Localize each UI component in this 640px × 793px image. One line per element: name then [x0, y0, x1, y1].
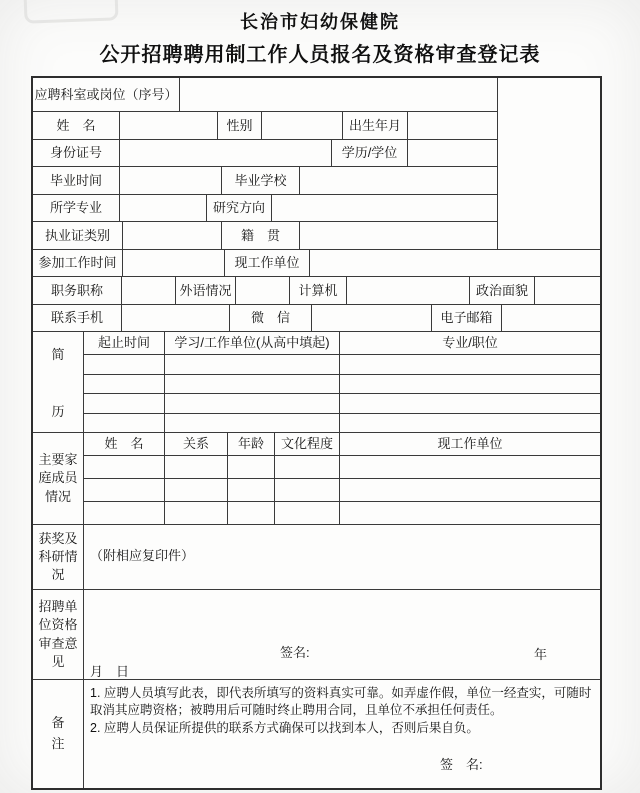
field-label-work-start-date: 参加工作时间	[33, 250, 123, 276]
resume-cell	[165, 375, 340, 394]
family-empty-row	[84, 456, 600, 479]
review-month-day-label: 月 日	[90, 664, 130, 679]
awards-note: （附相应复印件）	[90, 548, 195, 563]
field-label-research-direction: 研究方向	[207, 195, 272, 221]
family-empty-row	[84, 502, 600, 524]
field-value-education-degree	[408, 140, 497, 166]
family-cell	[275, 479, 340, 501]
family-cell	[340, 502, 600, 524]
field-value-email	[502, 305, 600, 331]
remarks-item-2: 2. 应聘人员保证所提供的联系方式确保可以找到本人，否则后果自负。	[90, 720, 479, 735]
form-title: 公开招聘聘用制工作人员报名及资格审查登记表	[99, 44, 541, 66]
family-side-label	[33, 433, 84, 524]
field-label-graduation-date: 毕业时间	[33, 167, 120, 194]
family-cell	[165, 479, 228, 501]
family-header-name: 姓 名	[84, 433, 165, 455]
field-label-name: 姓 名	[33, 112, 120, 139]
personal-info-section	[33, 78, 600, 332]
field-value-current-employer	[310, 250, 600, 276]
family-cell	[84, 456, 165, 478]
field-value-mobile-phone	[122, 305, 230, 331]
field-value-graduation-date	[120, 167, 222, 194]
family-header-education: 文化程度	[275, 433, 340, 455]
resume-cell	[340, 414, 600, 433]
family-cell	[275, 456, 340, 478]
field-value-wechat	[312, 305, 432, 331]
family-cell	[228, 502, 275, 524]
field-value-name	[120, 112, 218, 139]
resume-empty-row	[84, 414, 600, 433]
review-year-label: 年	[534, 647, 548, 662]
resume-cell	[340, 394, 600, 413]
remarks-content-cell	[84, 680, 600, 788]
review-side-text: 招聘单位资格审查意见	[38, 599, 78, 669]
awards-content-cell	[84, 525, 600, 589]
field-value-graduation-school	[300, 167, 497, 194]
family-cell	[340, 479, 600, 501]
field-label-current-employer: 现工作单位	[225, 250, 310, 276]
field-label-foreign-language: 外语情况	[176, 277, 236, 304]
field-value-major	[120, 195, 207, 221]
family-cell	[228, 456, 275, 478]
awards-side-text: 获奖及科研情况	[38, 530, 78, 583]
field-value-native-place	[300, 222, 497, 249]
review-content-cell	[84, 590, 600, 679]
resume-cell	[84, 394, 165, 413]
review-sign-label: 签名:	[280, 645, 310, 660]
awards-research-section	[33, 525, 600, 590]
resume-cell	[340, 375, 600, 394]
field-value-id-number	[120, 140, 332, 166]
field-value-applied-position	[180, 78, 497, 111]
resume-header-major-position: 专业/职位	[442, 335, 498, 351]
field-label-license-type: 执业证类别	[33, 222, 123, 249]
photo-box	[497, 78, 600, 250]
field-label-id-number: 身份证号	[33, 140, 120, 166]
field-label-email: 电子邮箱	[432, 305, 502, 331]
family-cell	[165, 456, 228, 478]
resume-cell	[84, 355, 165, 374]
family-side-text: 主要家庭成员情况	[38, 452, 78, 504]
family-cell	[84, 479, 165, 501]
family-empty-row	[84, 479, 600, 502]
resume-side-label	[33, 332, 84, 432]
resume-section	[33, 332, 600, 433]
field-value-work-start-date	[123, 250, 225, 276]
resume-side-char-top: 简	[51, 347, 65, 362]
registration-form-table	[31, 76, 602, 790]
family-cell	[84, 502, 165, 524]
field-value-political-status	[535, 277, 600, 304]
field-label-gender: 性别	[218, 112, 262, 139]
field-label-education-degree: 学历/学位	[332, 140, 408, 166]
field-label-job-title: 职务职称	[33, 277, 122, 304]
family-cell	[275, 502, 340, 524]
resume-empty-row	[84, 394, 600, 414]
field-value-computer-skill	[347, 277, 470, 304]
resume-empty-row	[84, 375, 600, 395]
field-label-computer-skill: 计算机	[290, 277, 347, 304]
field-value-research-direction	[272, 195, 497, 221]
field-label-political-status: 政治面貌	[470, 277, 535, 304]
resume-cell	[340, 355, 600, 374]
field-value-foreign-language	[236, 277, 290, 304]
qualification-review-section	[33, 590, 600, 680]
resume-header-period: 起止时间	[84, 332, 165, 354]
remarks-item-1: 1. 应聘人员填写此表，即代表所填写的资料真实可靠。如弄虚作假，单位一经查实，可随时取消其应聘资格；被聘用后可随时终止聘用合同，且单位不承担任何责任。	[90, 686, 592, 718]
awards-side-label	[33, 525, 84, 589]
field-label-graduation-school: 毕业学校	[222, 167, 300, 194]
review-side-label	[33, 590, 84, 679]
field-value-gender	[262, 112, 343, 139]
resume-cell	[165, 394, 340, 413]
family-header-employer: 现工作单位	[437, 436, 503, 452]
remarks-side-text: 备注	[51, 715, 65, 751]
resume-side-char-bottom: 历	[51, 404, 65, 419]
family-members-section	[33, 433, 600, 525]
resume-empty-row	[84, 355, 600, 375]
field-label-wechat: 微 信	[230, 305, 312, 331]
hospital-name-title: 长治市妇幼保健院	[240, 12, 400, 32]
field-label-native-place: 籍 贯	[222, 222, 300, 249]
family-cell	[165, 502, 228, 524]
resume-header-institution: 学习/工作单位(从高中填起)	[165, 332, 340, 354]
field-value-job-title	[122, 277, 176, 304]
remarks-section	[33, 680, 600, 788]
family-header-age: 年龄	[228, 433, 275, 455]
field-value-license-type	[123, 222, 222, 249]
family-cell	[228, 479, 275, 501]
family-header-relation: 关系	[165, 433, 228, 455]
remarks-side-label	[33, 680, 84, 788]
remarks-sign-label: 签 名:	[440, 757, 483, 772]
resume-cell	[165, 414, 340, 433]
family-cell	[340, 456, 600, 478]
field-label-applied-position: 应聘科室或岗位（序号）	[33, 78, 180, 111]
field-label-birthdate: 出生年月	[343, 112, 408, 139]
field-label-mobile-phone: 联系手机	[33, 305, 122, 331]
field-label-major: 所学专业	[33, 195, 120, 221]
resume-cell	[84, 375, 165, 394]
resume-cell	[165, 355, 340, 374]
field-value-birthdate	[408, 112, 497, 139]
resume-cell	[84, 414, 165, 433]
